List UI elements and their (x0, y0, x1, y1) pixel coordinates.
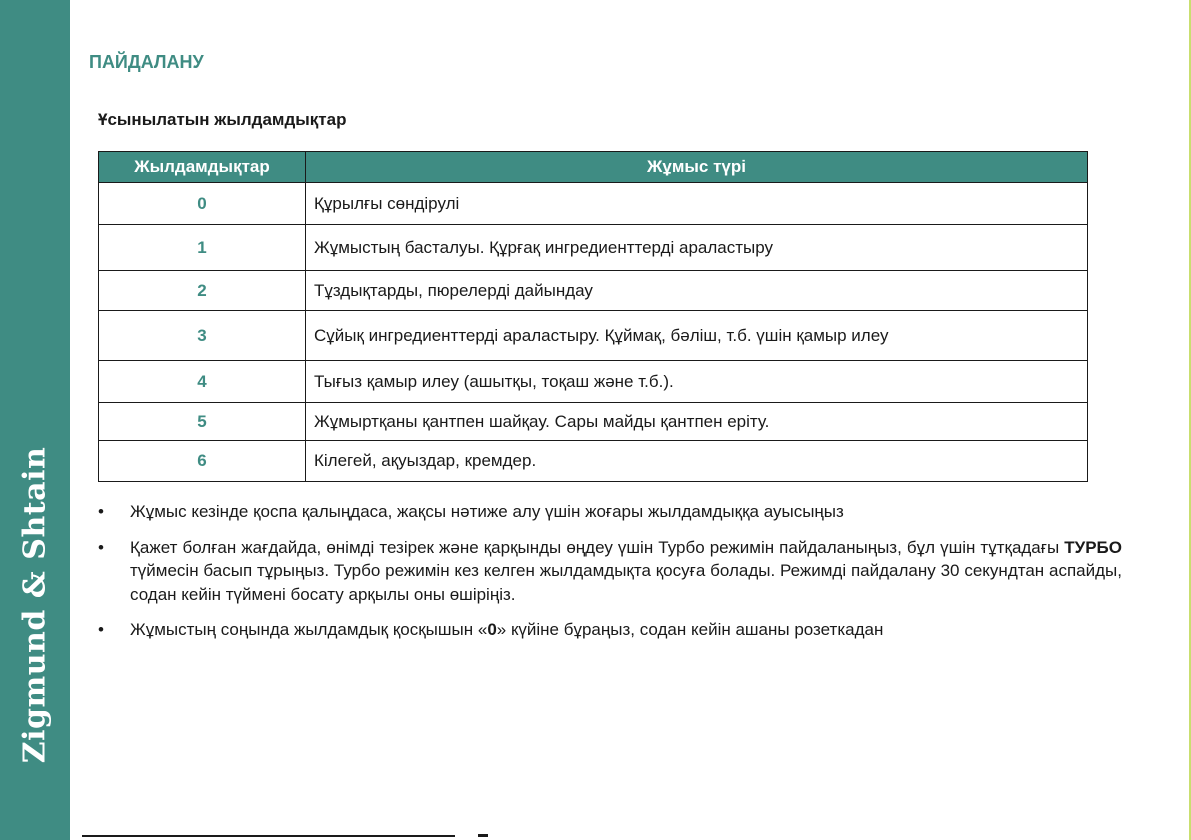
table-header-row (99, 152, 1088, 183)
table-row (99, 311, 1088, 361)
header-speeds: Жылдамдықтар (99, 152, 306, 183)
speed-value: 3 (99, 311, 306, 361)
turbo-keyword: ТУРБО (1064, 537, 1122, 557)
bullet-text: » күйіне бұраңыз, содан кейін ашаны розеткадан (496, 620, 884, 639)
speed-value: 2 (99, 271, 306, 311)
speed-value: 5 (99, 403, 306, 441)
speed-value: 4 (99, 361, 306, 403)
table-row (99, 183, 1088, 225)
work-description: Жұмыстың басталуы. Құрғақ ингредиенттерді араластыру (306, 225, 1088, 271)
bullet-marker: • (98, 620, 104, 639)
table-row (99, 225, 1088, 271)
bullet-text: түймесін басып тұрыңыз. Турбо режимін кез келген жылдамдықта қосуға болады. Режимді пайдалану 30 секундтан аспайды, содан кейін түймені босату арқылы оны өшіріңіз. (130, 561, 1122, 604)
bullet-text: Қажет болған жағдайда, өнімді тезірек және қарқынды өңдеу үшін Турбо режимін пайдаланыңыз, бұл үшін тұтқадағы (130, 537, 1060, 557)
table-row (99, 361, 1088, 403)
work-description: Сұйық ингредиенттерді араластыру. Құймақ, бәліш, т.б. үшін қамыр илеу (306, 311, 1088, 361)
brand-logo: Zigmund & Shtain (17, 446, 53, 764)
footer-rule (82, 835, 455, 837)
footer-mark (478, 834, 488, 837)
work-description: Кілегей, ақуыздар, кремдер. (306, 441, 1088, 482)
list-item (98, 618, 1122, 641)
bullet-text: Жұмыс кезінде қоспа қалыңдаса, жақсы нәтиже алу үшін жоғары жылдамдыққа ауысыңыз (130, 502, 844, 521)
usage-tips-list (98, 500, 1122, 653)
bullet-marker: • (98, 502, 104, 521)
bullet-marker: • (98, 537, 104, 557)
header-work-type: Жұмыс түрі (306, 152, 1088, 183)
table-title: Ұсынылатын жылдамдықтар (98, 110, 347, 129)
speed-value: 1 (99, 225, 306, 271)
table-row (99, 271, 1088, 311)
table-row (99, 441, 1088, 482)
work-description: Тұздықтарды, пюрелерді дайындау (306, 271, 1088, 311)
bullet-text: Жұмыстың соңында жылдамдық қосқышын « (130, 620, 488, 639)
speed-value: 6 (99, 441, 306, 482)
table-row (99, 403, 1088, 441)
list-item (98, 536, 1122, 607)
zero-position: 0 (487, 620, 497, 639)
speeds-table (98, 151, 1088, 482)
work-description: Құрылғы сөндірулі (306, 183, 1088, 225)
work-description: Тығыз қамыр илеу (ашытқы, тоқаш және т.б.). (306, 361, 1088, 403)
list-item (98, 500, 1122, 524)
sidebar-band (0, 0, 70, 840)
work-description: Жұмыртқаны қантпен шайқау. Сары майды қантпен еріту. (306, 403, 1088, 441)
section-title: ПАЙДАЛАНУ (89, 52, 204, 72)
speed-value: 0 (99, 183, 306, 225)
